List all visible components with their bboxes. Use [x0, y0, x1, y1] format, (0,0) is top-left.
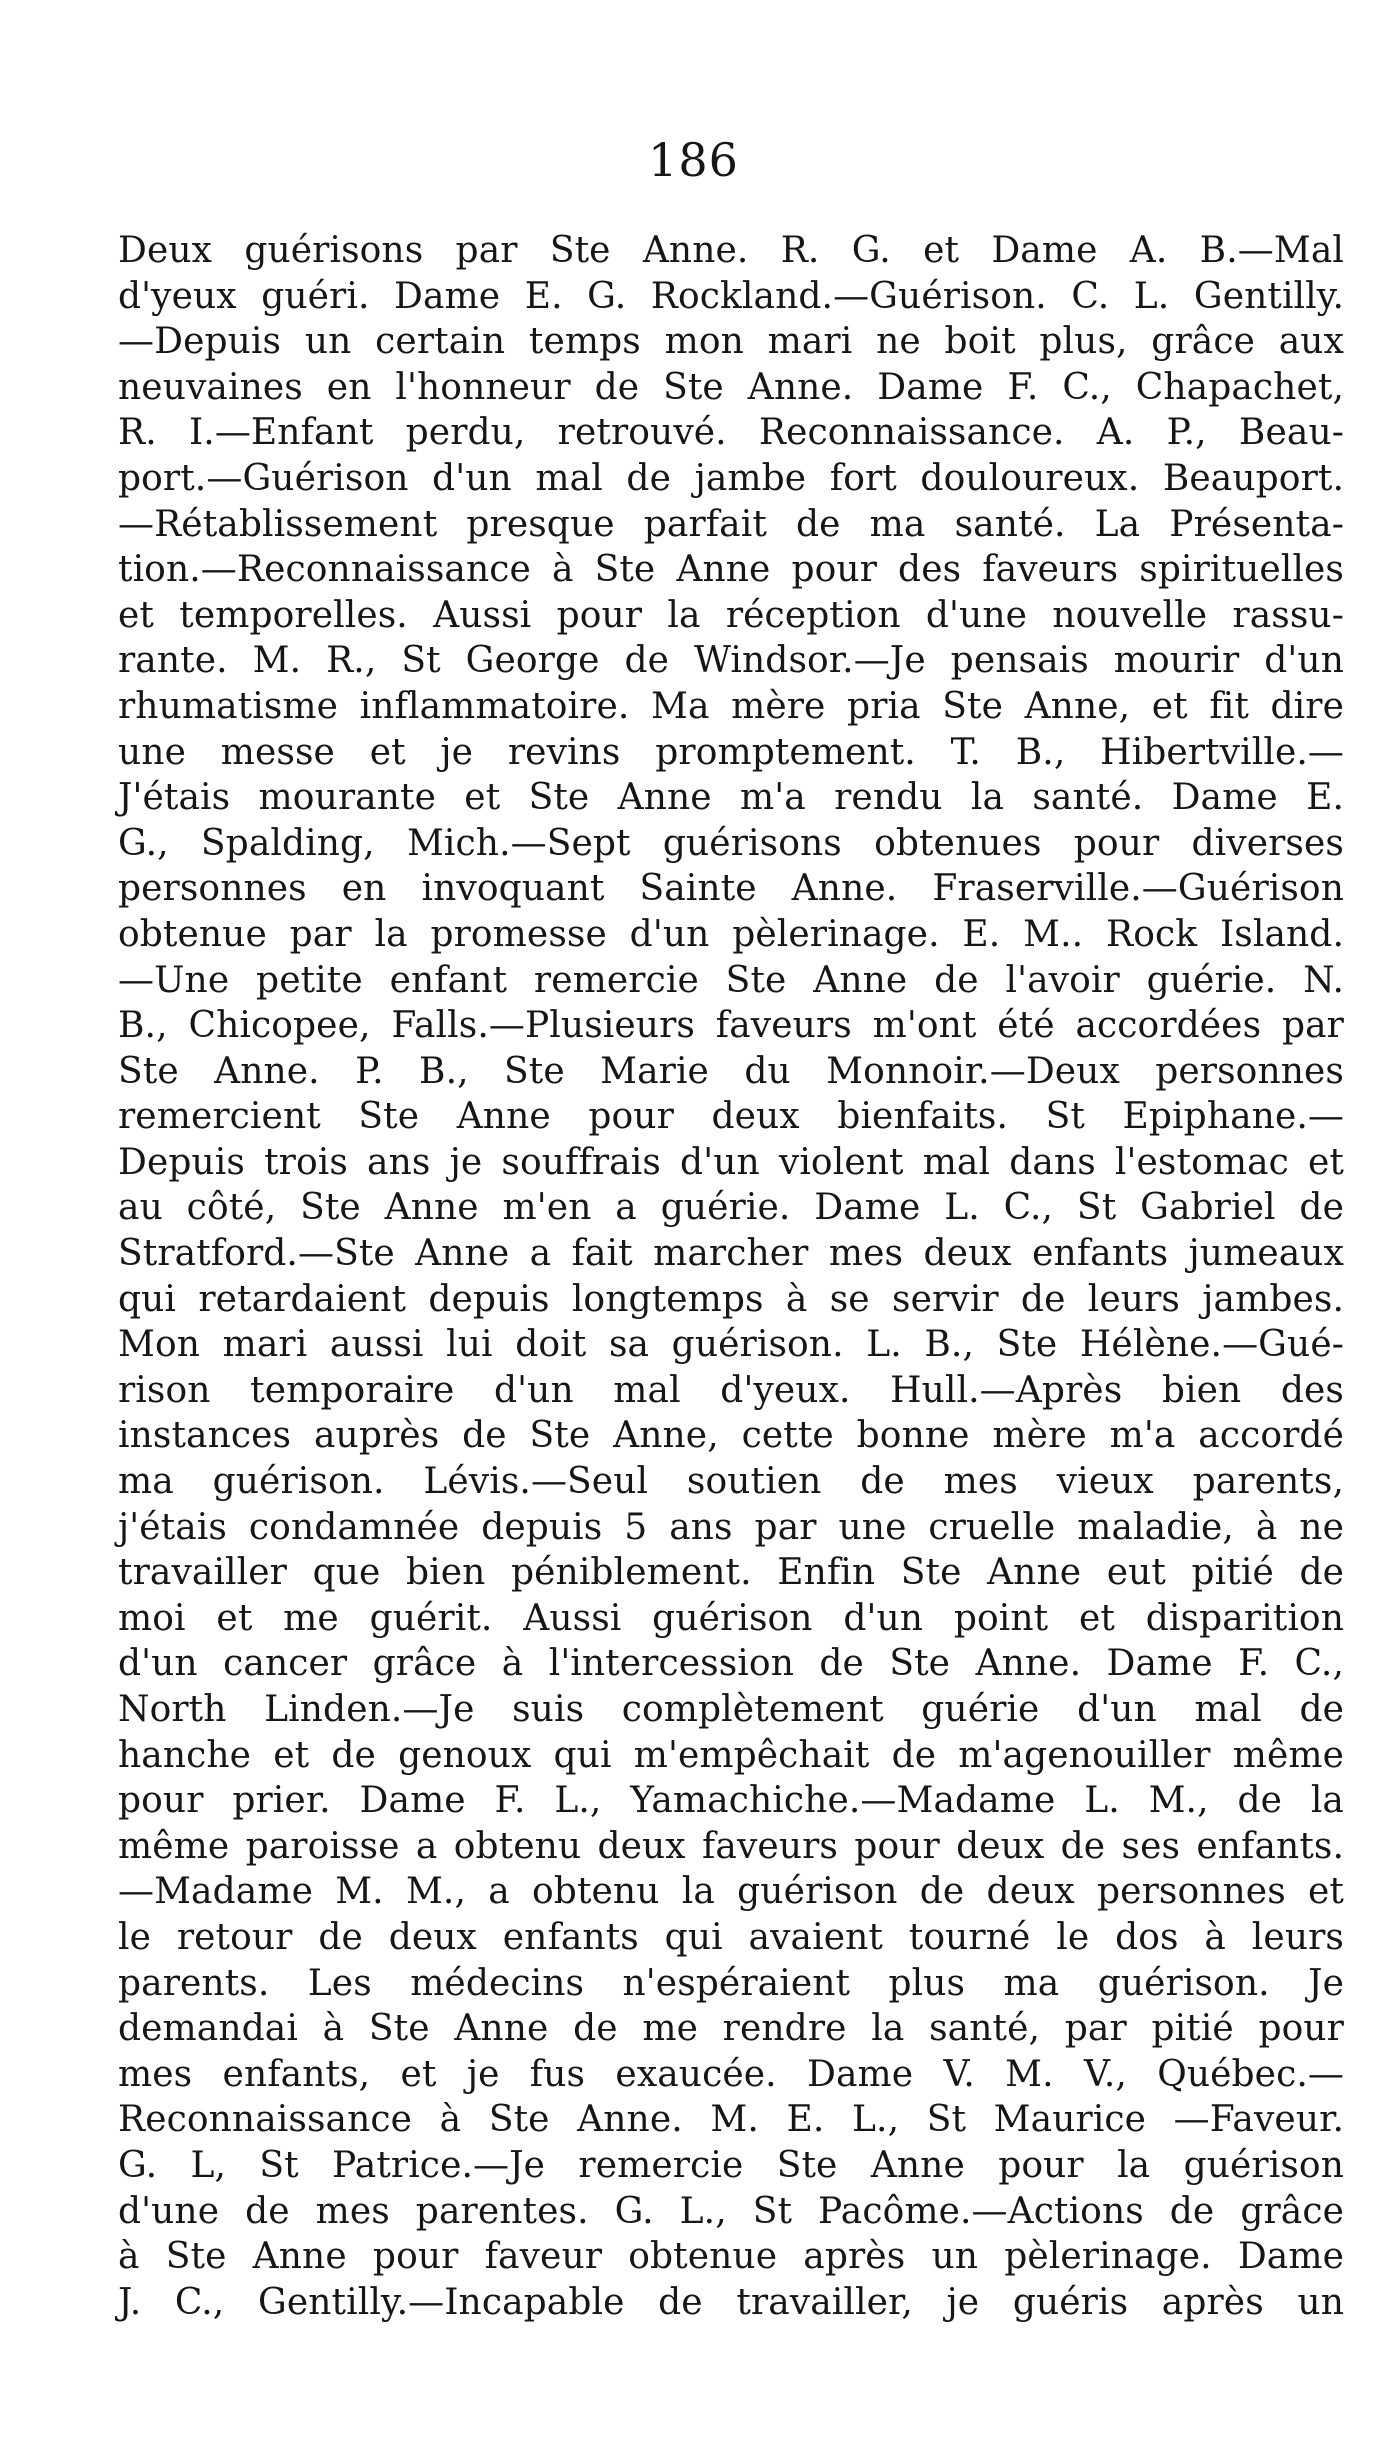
text-line: tion.—Reconnaissance à Ste Anne pour des faveurs spirituelles — [118, 549, 1344, 591]
text-line: J'étais mourante et Ste Anne m'a rendu la santé. Dame E. — [118, 777, 1344, 819]
text-line: rante. M. R., St George de Windsor.—Je pensais mourir d'un — [118, 640, 1344, 682]
body-text — [118, 228, 1344, 2325]
text-line: remercient Ste Anne pour deux bienfaits. St Epiphane.— — [118, 1096, 1344, 1138]
text-line: rhumatisme inflammatoire. Ma mère pria Ste Anne, et fit dire — [118, 685, 1344, 727]
text-line: pour prier. Dame F. L., Yamachiche.—Madame L. M., de la — [118, 1780, 1344, 1822]
text-line: Depuis trois ans je souffrais d'un violent mal dans l'estomac et — [118, 1141, 1344, 1183]
text-line: port.—Guérison d'un mal de jambe fort douloureux. Beauport. — [118, 457, 1344, 499]
text-line: B., Chicopee, Falls.—Plusieurs faveurs m'ont été accordées par — [118, 1005, 1344, 1047]
text-line: —Madame M. M., a obtenu la guérison de deux personnes et — [118, 1871, 1344, 1913]
text-line: obtenue par la promesse d'un pèlerinage. E. M.. Rock Island. — [118, 913, 1344, 955]
text-line: Mon mari aussi lui doit sa guérison. L. B., Ste Hélène.—Gué- — [118, 1324, 1344, 1366]
text-line: Stratford.—Ste Anne a fait marcher mes deux enfants jumeaux — [118, 1233, 1344, 1275]
text-line: même paroisse a obtenu deux faveurs pour deux de ses enfants. — [118, 1825, 1344, 1867]
text-line: G. L, St Patrice.—Je remercie Ste Anne pour la guérison — [118, 2144, 1344, 2186]
text-line: d'un cancer grâce à l'intercession de Ste Anne. Dame F. C., — [118, 1643, 1344, 1685]
text-line: instances auprès de Ste Anne, cette bonne mère m'a accordé — [118, 1415, 1344, 1457]
text-line: j'étais condamnée depuis 5 ans par une cruelle maladie, à ne — [118, 1506, 1344, 1548]
text-line: le retour de deux enfants qui avaient tourné le dos à leurs — [118, 1916, 1344, 1958]
text-line: et temporelles. Aussi pour la réception d'une nouvelle rassu- — [118, 594, 1344, 636]
text-line: demandai à Ste Anne de me rendre la santé, par pitié pour — [118, 2008, 1344, 2050]
text-line: qui retardaient depuis longtemps à se servir de leurs jambes. — [118, 1278, 1344, 1320]
text-line: travailler que bien péniblement. Enfin Ste Anne eut pitié de — [118, 1552, 1344, 1594]
text-line: au côté, Ste Anne m'en a guérie. Dame L. C., St Gabriel de — [118, 1187, 1344, 1229]
text-line: G., Spalding, Mich.—Sept guérisons obtenues pour diverses — [118, 822, 1344, 864]
text-line: —Depuis un certain temps mon mari ne boit plus, grâce aux — [118, 321, 1344, 363]
text-line: d'yeux guéri. Dame E. G. Rockland.—Guérison. C. L. Gentilly. — [118, 275, 1344, 317]
text-line: moi et me guérit. Aussi guérison d'un point et disparition — [118, 1597, 1344, 1639]
text-line: d'une de mes parentes. G. L., St Pacôme.—Actions de grâce — [118, 2190, 1344, 2232]
text-line: parents. Les médecins n'espéraient plus ma guérison. Je — [118, 1962, 1344, 2004]
text-line: rison temporaire d'un mal d'yeux. Hull.—Après bien des — [118, 1369, 1344, 1411]
text-line: —Rétablissement presque parfait de ma santé. La Présenta- — [118, 503, 1344, 545]
text-line: une messe et je revins promptement. T. B., Hibertville.— — [118, 731, 1344, 773]
page-number: 186 — [648, 133, 739, 187]
text-line: R. I.—Enfant perdu, retrouvé. Reconnaissance. A. P., Beau- — [118, 412, 1344, 454]
text-line: Ste Anne. P. B., Ste Marie du Monnoir.—Deux personnes — [118, 1050, 1344, 1092]
text-line: hanche et de genoux qui m'empêchait de m'agenouiller même — [118, 1734, 1344, 1776]
text-line: North Linden.—Je suis complètement guérie d'un mal de — [118, 1689, 1344, 1730]
text-line: à Ste Anne pour faveur obtenue après un pèlerinage. Dame — [118, 2236, 1344, 2278]
text-line: neuvaines en l'honneur de Ste Anne. Dame F. C., Chapachet, — [118, 366, 1344, 408]
text-line: Deux guérisons par Ste Anne. R. G. et Dame A. B.—Mal — [118, 230, 1344, 271]
text-line: J. C., Gentilly.—Incapable de travailler, je guéris après un — [118, 2281, 1344, 2323]
text-line: mes enfants, et je fus exaucée. Dame V. M. V., Québec.— — [118, 2053, 1344, 2095]
text-line: personnes en invoquant Sainte Anne. Fraserville.—Guérison — [118, 868, 1344, 910]
text-line: Reconnaissance à Ste Anne. M. E. L., St Maurice —Faveur. — [118, 2099, 1344, 2141]
text-line: —Une petite enfant remercie Ste Anne de l'avoir guérie. N. — [118, 959, 1344, 1001]
text-line: ma guérison. Lévis.—Seul soutien de mes vieux parents, — [118, 1461, 1344, 1503]
